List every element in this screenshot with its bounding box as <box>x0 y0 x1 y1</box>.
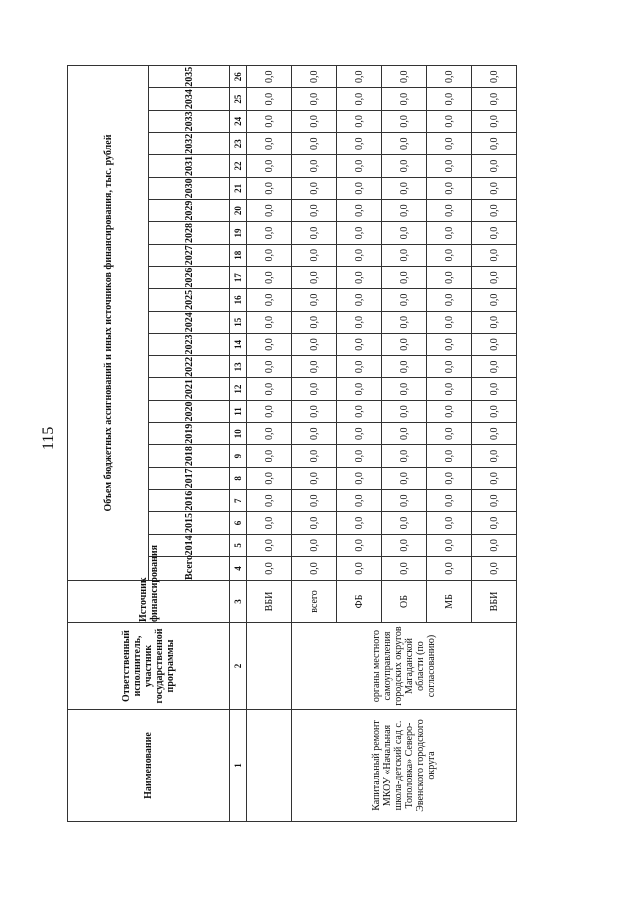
value-cell: 0,0 <box>247 66 292 88</box>
value-cell: 0,0 <box>247 333 292 355</box>
column-number: 6 <box>230 512 247 534</box>
value-cell: 0,0 <box>427 311 472 333</box>
value-cell: 0,0 <box>382 400 427 422</box>
value-cell: 0,0 <box>292 133 337 155</box>
value-cell: 0,0 <box>382 177 427 199</box>
column-number: 12 <box>230 378 247 400</box>
value-cell: 0,0 <box>427 289 472 311</box>
value-cell: 0,0 <box>382 155 427 177</box>
value-cell: 0,0 <box>382 356 427 378</box>
column-number: 3 <box>230 581 247 623</box>
header-year: 2031 <box>149 155 230 177</box>
value-cell: 0,0 <box>427 88 472 110</box>
column-number: 15 <box>230 311 247 333</box>
column-number: 1 <box>230 710 247 822</box>
value-cell: 0,0 <box>337 356 382 378</box>
table-row <box>292 66 337 822</box>
value-cell: 0,0 <box>292 445 337 467</box>
value-cell: 0,0 <box>427 155 472 177</box>
value-cell: 0,0 <box>427 266 472 288</box>
value-cell: 0,0 <box>247 467 292 489</box>
value-cell: 0,0 <box>292 400 337 422</box>
column-number: 13 <box>230 356 247 378</box>
executor-cell <box>247 623 292 710</box>
value-cell: 0,0 <box>337 133 382 155</box>
value-cell: 0,0 <box>427 110 472 132</box>
value-cell: 0,0 <box>427 244 472 266</box>
value-cell: 0,0 <box>337 534 382 556</box>
value-cell: 0,0 <box>247 445 292 467</box>
column-number: 26 <box>230 66 247 88</box>
value-cell: 0,0 <box>292 333 337 355</box>
source-cell: МБ <box>427 581 472 623</box>
object-name: Капитальный ремонт МКОУ «Начальная школа-детский сад с. Тополовка» Северо-Эвенского городского округа <box>292 710 517 822</box>
header-executor: Ответственный исполнитель, участник государственной программы <box>68 623 230 710</box>
column-number: 19 <box>230 222 247 244</box>
value-cell: 0,0 <box>337 66 382 88</box>
header-year: 2023 <box>149 333 230 355</box>
column-number: 18 <box>230 244 247 266</box>
value-cell: 0,0 <box>337 378 382 400</box>
value-cell: 0,0 <box>382 222 427 244</box>
source-cell: ОБ <box>382 581 427 623</box>
header-year: 2024 <box>149 311 230 333</box>
value-cell: 0,0 <box>427 66 472 88</box>
header-year: 2028 <box>149 222 230 244</box>
header-year: 2026 <box>149 266 230 288</box>
value-cell: 0,0 <box>382 378 427 400</box>
table-row <box>247 66 292 822</box>
value-cell: 0,0 <box>292 512 337 534</box>
value-cell: 0,0 <box>247 534 292 556</box>
value-cell: 0,0 <box>427 512 472 534</box>
financing-table-rotated <box>67 65 517 822</box>
value-cell: 0,0 <box>427 222 472 244</box>
value-cell: 0,0 <box>427 490 472 512</box>
value-cell: 0,0 <box>247 490 292 512</box>
value-cell: 0,0 <box>247 133 292 155</box>
value-cell: 0,0 <box>427 445 472 467</box>
value-cell: 0,0 <box>472 534 517 556</box>
value-cell: 0,0 <box>337 177 382 199</box>
value-cell: 0,0 <box>427 378 472 400</box>
value-cell: 0,0 <box>292 423 337 445</box>
header-year: 2015 <box>149 512 230 534</box>
value-cell: 0,0 <box>382 512 427 534</box>
header-year: 2027 <box>149 244 230 266</box>
header-year: 2018 <box>149 445 230 467</box>
value-cell: 0,0 <box>382 66 427 88</box>
header-year: 2021 <box>149 378 230 400</box>
value-cell: 0,0 <box>472 66 517 88</box>
value-cell: 0,0 <box>427 400 472 422</box>
header-name: Наименование <box>68 710 230 822</box>
column-number: 21 <box>230 177 247 199</box>
value-cell: 0,0 <box>382 557 427 581</box>
source-cell: ВБИ <box>247 581 292 623</box>
financing-table <box>67 65 517 822</box>
value-cell: 0,0 <box>337 333 382 355</box>
column-number: 23 <box>230 133 247 155</box>
column-number: 7 <box>230 490 247 512</box>
value-cell: 0,0 <box>292 155 337 177</box>
column-number: 10 <box>230 423 247 445</box>
value-cell: 0,0 <box>247 200 292 222</box>
header-year: 2016 <box>149 490 230 512</box>
value-cell: 0,0 <box>337 266 382 288</box>
column-number: 14 <box>230 333 247 355</box>
value-cell: 0,0 <box>382 467 427 489</box>
header-year: 2019 <box>149 423 230 445</box>
value-cell: 0,0 <box>382 311 427 333</box>
value-cell: 0,0 <box>292 88 337 110</box>
value-cell: 0,0 <box>472 222 517 244</box>
header-volume: Объем бюджетных ассигнований и иных источников финансирования, тыс. рублей <box>68 66 149 581</box>
header-year: 2032 <box>149 133 230 155</box>
header-year: 2020 <box>149 400 230 422</box>
value-cell: 0,0 <box>247 88 292 110</box>
value-cell: 0,0 <box>472 200 517 222</box>
column-number-row <box>230 66 247 822</box>
value-cell: 0,0 <box>292 289 337 311</box>
source-cell: ВБИ <box>472 581 517 623</box>
value-cell: 0,0 <box>472 311 517 333</box>
value-cell: 0,0 <box>337 490 382 512</box>
value-cell: 0,0 <box>472 88 517 110</box>
source-cell: ФБ <box>337 581 382 623</box>
value-cell: 0,0 <box>337 88 382 110</box>
value-cell: 0,0 <box>247 378 292 400</box>
column-number: 11 <box>230 400 247 422</box>
value-cell: 0,0 <box>427 534 472 556</box>
value-cell: 0,0 <box>337 445 382 467</box>
source-cell: всего <box>292 581 337 623</box>
value-cell: 0,0 <box>472 155 517 177</box>
value-cell: 0,0 <box>472 400 517 422</box>
page-number: 115 <box>40 426 57 450</box>
value-cell: 0,0 <box>292 356 337 378</box>
value-cell: 0,0 <box>337 110 382 132</box>
value-cell: 0,0 <box>472 110 517 132</box>
column-number: 8 <box>230 467 247 489</box>
value-cell: 0,0 <box>472 244 517 266</box>
header-year: 2033 <box>149 110 230 132</box>
value-cell: 0,0 <box>472 512 517 534</box>
value-cell: 0,0 <box>292 311 337 333</box>
value-cell: 0,0 <box>382 490 427 512</box>
column-number: 25 <box>230 88 247 110</box>
value-cell: 0,0 <box>247 244 292 266</box>
value-cell: 0,0 <box>292 266 337 288</box>
value-cell: 0,0 <box>292 244 337 266</box>
value-cell: 0,0 <box>292 557 337 581</box>
value-cell: 0,0 <box>292 490 337 512</box>
value-cell: 0,0 <box>472 356 517 378</box>
value-cell: 0,0 <box>247 266 292 288</box>
value-cell: 0,0 <box>292 66 337 88</box>
value-cell: 0,0 <box>292 222 337 244</box>
value-cell: 0,0 <box>472 467 517 489</box>
column-number: 4 <box>230 557 247 581</box>
value-cell: 0,0 <box>292 534 337 556</box>
value-cell: 0,0 <box>382 88 427 110</box>
value-cell: 0,0 <box>427 177 472 199</box>
value-cell: 0,0 <box>382 266 427 288</box>
value-cell: 0,0 <box>292 110 337 132</box>
value-cell: 0,0 <box>382 244 427 266</box>
value-cell: 0,0 <box>472 378 517 400</box>
value-cell: 0,0 <box>247 512 292 534</box>
value-cell: 0,0 <box>427 467 472 489</box>
header-year: 2022 <box>149 356 230 378</box>
value-cell: 0,0 <box>247 311 292 333</box>
header-year: 2030 <box>149 177 230 199</box>
value-cell: 0,0 <box>292 177 337 199</box>
column-number: 24 <box>230 110 247 132</box>
value-cell: 0,0 <box>292 378 337 400</box>
column-number: 22 <box>230 155 247 177</box>
value-cell: 0,0 <box>472 177 517 199</box>
value-cell: 0,0 <box>337 200 382 222</box>
value-cell: 0,0 <box>382 200 427 222</box>
header-year: 2029 <box>149 200 230 222</box>
header-total: Всего <box>149 557 230 581</box>
value-cell: 0,0 <box>337 289 382 311</box>
header-year: 2035 <box>149 66 230 88</box>
value-cell: 0,0 <box>337 400 382 422</box>
column-number: 9 <box>230 445 247 467</box>
value-cell: 0,0 <box>337 222 382 244</box>
value-cell: 0,0 <box>337 557 382 581</box>
value-cell: 0,0 <box>382 289 427 311</box>
value-cell: 0,0 <box>247 400 292 422</box>
value-cell: 0,0 <box>382 445 427 467</box>
value-cell: 0,0 <box>292 200 337 222</box>
value-cell: 0,0 <box>337 244 382 266</box>
value-cell: 0,0 <box>247 155 292 177</box>
value-cell: 0,0 <box>247 177 292 199</box>
value-cell: 0,0 <box>472 289 517 311</box>
column-number: 2 <box>230 623 247 710</box>
column-number: 17 <box>230 266 247 288</box>
value-cell: 0,0 <box>337 155 382 177</box>
object-executor: органы местного самоуправления городских округов Магаданской области (по согласованию) <box>292 623 517 710</box>
column-number: 16 <box>230 289 247 311</box>
value-cell: 0,0 <box>382 534 427 556</box>
header-year: 2034 <box>149 88 230 110</box>
column-number: 20 <box>230 200 247 222</box>
value-cell: 0,0 <box>337 423 382 445</box>
header-year: 2014 <box>149 534 230 556</box>
value-cell: 0,0 <box>337 512 382 534</box>
value-cell: 0,0 <box>472 333 517 355</box>
header-year: 2025 <box>149 289 230 311</box>
value-cell: 0,0 <box>427 557 472 581</box>
value-cell: 0,0 <box>382 423 427 445</box>
value-cell: 0,0 <box>427 423 472 445</box>
value-cell: 0,0 <box>337 467 382 489</box>
value-cell: 0,0 <box>382 110 427 132</box>
value-cell: 0,0 <box>247 110 292 132</box>
value-cell: 0,0 <box>247 289 292 311</box>
value-cell: 0,0 <box>472 266 517 288</box>
header-year: 2017 <box>149 467 230 489</box>
value-cell: 0,0 <box>472 133 517 155</box>
column-number: 5 <box>230 534 247 556</box>
value-cell: 0,0 <box>427 356 472 378</box>
value-cell: 0,0 <box>472 445 517 467</box>
value-cell: 0,0 <box>427 200 472 222</box>
header-source: Источник финансирования <box>68 581 230 623</box>
name-cell <box>247 710 292 822</box>
value-cell: 0,0 <box>247 356 292 378</box>
value-cell: 0,0 <box>427 333 472 355</box>
value-cell: 0,0 <box>427 133 472 155</box>
value-cell: 0,0 <box>247 557 292 581</box>
value-cell: 0,0 <box>382 133 427 155</box>
value-cell: 0,0 <box>472 423 517 445</box>
value-cell: 0,0 <box>337 311 382 333</box>
value-cell: 0,0 <box>247 222 292 244</box>
value-cell: 0,0 <box>472 490 517 512</box>
value-cell: 0,0 <box>247 423 292 445</box>
header-row <box>68 66 149 822</box>
value-cell: 0,0 <box>472 557 517 581</box>
value-cell: 0,0 <box>292 467 337 489</box>
value-cell: 0,0 <box>382 333 427 355</box>
